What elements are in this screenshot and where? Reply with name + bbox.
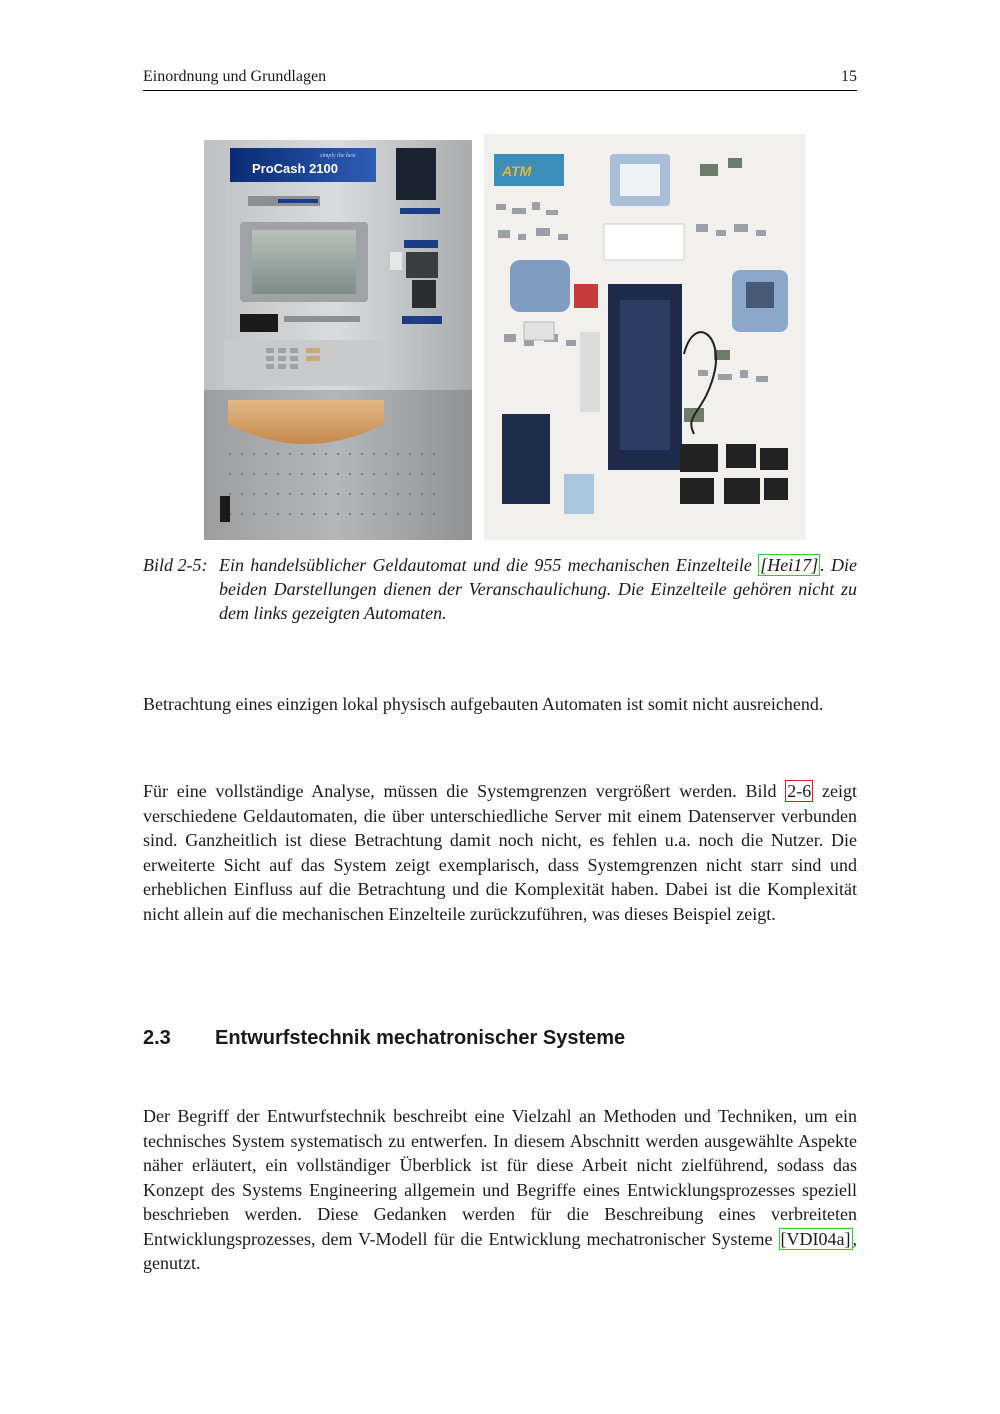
paragraph-text: zeigt verschiedene Geldautomaten, die über unterschiedliche Server mit einem Datenserver verbunden sind. Ganzheitlich ist diese Betrachtung damit noch nicht, es fehlen u.a. noch die Nutzer. Die erweiterte Sicht auf das System zeigt exemplarisch, dass Systemgrenzen nicht starr sind und erheblichen Einfluss auf die Betrachtung und die Komplexität haben. Dabei ist die Komplexität nicht allein auf die mechanischen Einzelteile zurückzuführen, was dieses Beispiel zeigt.: [143, 781, 858, 924]
running-header: [143, 66, 857, 91]
paragraph: [143, 779, 857, 926]
section-title: Entwurfstechnik mechatronischer Systeme: [215, 1027, 626, 1049]
paragraph-text: Für eine vollständige Analyse, müssen die Systemgrenzen vergrößert werden. Bild: [143, 781, 786, 801]
atm-parts-label: ATM: [502, 163, 532, 179]
section-number: 2.3: [143, 1027, 171, 1049]
atm-photo: [200, 134, 476, 540]
atm-tagline-text: simply the best: [320, 153, 356, 159]
caption-text-part: Ein handelsüblicher Geldautomat und die 955 mechanischen Einzelteile: [219, 555, 759, 575]
paragraph: [143, 1104, 857, 1276]
paragraph: Betrachtung eines einzigen lokal physisch aufgebauten Automaten ist somit nicht ausreichend.: [143, 694, 824, 714]
citation-link[interactable]: [Hei17]: [760, 555, 819, 575]
citation-link[interactable]: [VDI04a]: [780, 1228, 851, 1249]
figure-2-5: [200, 134, 806, 540]
header-title: Einordnung und Grundlagen: [143, 68, 327, 85]
paragraph-text: Der Begriff der Entwurfstechnik beschreibt eine Vielzahl an Methoden und Techniken, um ein technisches System systematisch zu entwerfen. In diesem Abschnitt werden ausgewählte Aspekte näher erläutert, ein vollständiger Überblick ist für diese Arbeit nicht zielführend, sodass das Konzept des Systems Engineering allgemein und Begriffe eines Entwicklungsprozesses speziell beschrieben werden. Diese Gedanken werden für die Beschreibung eines verbreiteten Entwicklungsprozesses, dem V-Modell für die Entwicklung mechatronischer Systeme: [143, 1106, 857, 1249]
paragraph-text: , genutzt.: [143, 1228, 857, 1273]
caption-text: [219, 553, 857, 625]
caption-label: Bild 2-5:: [143, 555, 208, 575]
figure-reference-link[interactable]: 2-6: [787, 781, 812, 801]
atm-parts-photo: [484, 134, 806, 540]
figure-caption: [143, 553, 857, 625]
page-number: 15: [841, 68, 857, 85]
atm-brand-text: ProCash 2100: [252, 161, 338, 176]
caption-text-part: . Die beiden Darstellungen dienen der Veranschaulichung. Die Einzelteile gehören nicht zu dem links gezeigten Automaten.: [219, 555, 857, 623]
